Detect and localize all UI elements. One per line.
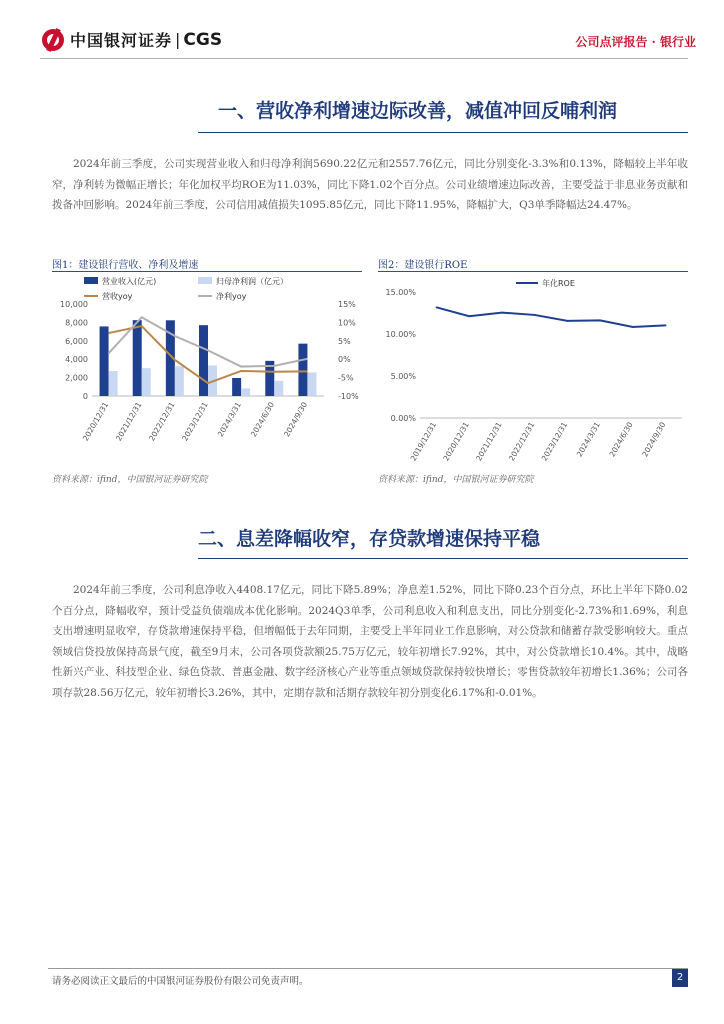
figure2-label: 图2：建设银行ROE bbox=[378, 260, 468, 271]
footer-divider bbox=[48, 968, 688, 969]
bar-0-4 bbox=[232, 378, 241, 396]
logo-separator: | bbox=[175, 30, 181, 49]
y-tick-label: 15.00% bbox=[385, 288, 416, 297]
y-right-tick-label: -10% bbox=[338, 392, 359, 401]
roe-point-5 bbox=[599, 320, 601, 322]
y-tick-label: 10.00% bbox=[385, 330, 416, 339]
legend-swatch-1 bbox=[198, 277, 212, 284]
section2-rule bbox=[198, 558, 688, 559]
roe-point-7 bbox=[665, 325, 667, 327]
x-tick-label: 2024/3/31 bbox=[215, 400, 243, 439]
section1-rule bbox=[198, 132, 688, 133]
y-left-tick-label: 0 bbox=[82, 392, 88, 401]
section2-title: 二、息差降幅收窄，存贷款增速保持平稳 bbox=[198, 528, 541, 550]
y-tick-label: 5.00% bbox=[390, 372, 416, 381]
bar-0-1 bbox=[133, 320, 142, 396]
bar-0-0 bbox=[100, 326, 109, 396]
x-tick-label: 2021/12/31 bbox=[114, 400, 144, 443]
y-left-tick-label: 2,000 bbox=[65, 373, 88, 383]
bar-1-5 bbox=[274, 381, 283, 396]
figure1-source: 资料来源：ifind，中国银河证券研究院 bbox=[52, 475, 208, 485]
x-tick-label: 2020/12/31 bbox=[80, 400, 111, 443]
legend-label-0: 营业收入(亿元) bbox=[102, 277, 157, 286]
bar-1-2 bbox=[175, 366, 184, 396]
bar-0-3 bbox=[199, 325, 208, 396]
logo-mark-icon bbox=[42, 29, 64, 51]
x-tick-label: 2024/9/30 bbox=[640, 420, 668, 459]
logo-text-cn: 中国银河证券 bbox=[70, 31, 173, 50]
roe-point-4 bbox=[567, 320, 569, 322]
y-left-tick-label: 6,000 bbox=[65, 336, 88, 346]
header-divider bbox=[40, 58, 688, 59]
figure1-chart bbox=[48, 274, 364, 470]
roe-point-1 bbox=[468, 315, 470, 317]
legend-label-3: 净利yoy bbox=[216, 292, 247, 301]
figure2-source: 资料来源：ifind，中国银河证券研究院 bbox=[378, 475, 534, 485]
x-tick-label: 2024/6/30 bbox=[607, 420, 635, 459]
legend-swatch-0 bbox=[84, 277, 98, 284]
roe-point-3 bbox=[534, 314, 536, 316]
bar-1-0 bbox=[109, 371, 118, 396]
legend-label: 年化ROE bbox=[542, 279, 575, 288]
bar-0-6 bbox=[298, 344, 307, 396]
x-tick-label: 2024/6/30 bbox=[248, 400, 277, 439]
x-tick-label: 2023/12/31 bbox=[539, 420, 570, 463]
y-tick-label: 0.00% bbox=[390, 414, 416, 423]
footer-disclaimer: 请务必阅读正文最后的中国银河证券股份有限公司免责声明。 bbox=[52, 976, 309, 987]
roe-point-2 bbox=[501, 312, 503, 314]
y-left-tick-label: 8,000 bbox=[65, 318, 88, 328]
figure2-rule bbox=[378, 271, 688, 272]
bar-1-4 bbox=[241, 388, 250, 396]
figure2-chart bbox=[376, 274, 688, 470]
x-tick-label: 2024/9/30 bbox=[282, 400, 310, 439]
roe-point-0 bbox=[436, 306, 438, 308]
y-right-tick-label: 0% bbox=[338, 355, 351, 365]
figure1-label: 图1：建设银行营收、净利及增速 bbox=[52, 260, 199, 271]
y-right-tick-label: 5% bbox=[338, 336, 351, 346]
bar-1-1 bbox=[142, 368, 151, 396]
x-tick-label: 2024/3/31 bbox=[574, 420, 602, 459]
section1-paragraph: 2024年前三季度，公司实现营业收入和归母净利润5690.22亿元和2557.76亿元，同比分别变化-3.3%和0.13%，降幅较上半年收窄，净利转为微幅正增长；年化加权平均ROE为11.03%，同比下降1.02个百分点。公司业绩增速边际改善，主要受益于非息业务贡献和拨备冲回影响。2024年前三季度，公司信用减值损失1095.85亿元，同比下降11.95%，降幅扩大，Q3单季降幅达24.47%。 bbox=[52, 158, 688, 211]
roe-point-6 bbox=[632, 326, 634, 328]
page-header bbox=[0, 0, 724, 62]
y-right-tick-label: 10% bbox=[338, 318, 356, 328]
legend-label-1: 归母净利润（亿元） bbox=[216, 277, 288, 286]
x-tick-label: 2023/12/31 bbox=[180, 400, 210, 443]
y-left-tick-label: 4,000 bbox=[65, 355, 88, 365]
x-tick-label: 2022/12/31 bbox=[147, 400, 177, 443]
figure1-rule bbox=[52, 271, 362, 272]
y-left-tick-label: 10,000 bbox=[60, 300, 88, 309]
x-tick-label: 2020/12/31 bbox=[441, 420, 471, 463]
section2-paragraph: 2024年前三季度，公司利息净收入4408.17亿元，同比下降5.89%；净息差1.52%，同比下降0.23个百分点，环比上半年下降0.02个百分点，降幅收窄，预计受益负债端成本优化影响。2024Q3单季，公司利息收入和利息支出，同比分别变化-2.73%和1.69%，利息支出增速明显收窄，存贷款增速保持平稳，但增幅低于去年同期，主要受上半年同业工作息影响，对公贷款和储蓄存款受影响较大。重点领域信贷投放保持高景气度，截至9月末，公司各项贷款额25.75万亿元，较年初增长7.92%，其中，对公贷款增长10.4%。其中，战略性新兴产业、科技型企业、绿色贷款、普惠金融、数字经济核心产业等重点领域贷款保持较快增长；零售贷款较年初增长1.36%；公司各项存款28.56万亿元，较年初增长3.26%，其中，定期存款和活期存款较年初分别变化6.17%和-0.01%。 bbox=[52, 584, 688, 699]
legend-label-2: 营收yoy bbox=[102, 292, 133, 301]
x-tick-label: 2021/12/31 bbox=[474, 420, 504, 463]
page-number: 2 bbox=[672, 969, 688, 987]
roe-line bbox=[436, 307, 665, 327]
company-logo bbox=[42, 28, 222, 51]
bar-1-6 bbox=[307, 372, 316, 396]
x-tick-label: 2022/12/31 bbox=[506, 420, 537, 463]
logo-text-en: CGS bbox=[183, 29, 223, 50]
report-type: 公司点评报告 · 银行业 bbox=[575, 35, 696, 49]
x-tick-label: 2019/12/31 bbox=[408, 420, 439, 463]
y-right-tick-label: 15% bbox=[338, 300, 356, 309]
section1-title: 一、营收净利增速边际改善，减值冲回反哺利润 bbox=[218, 100, 618, 122]
y-right-tick-label: -5% bbox=[338, 373, 354, 383]
